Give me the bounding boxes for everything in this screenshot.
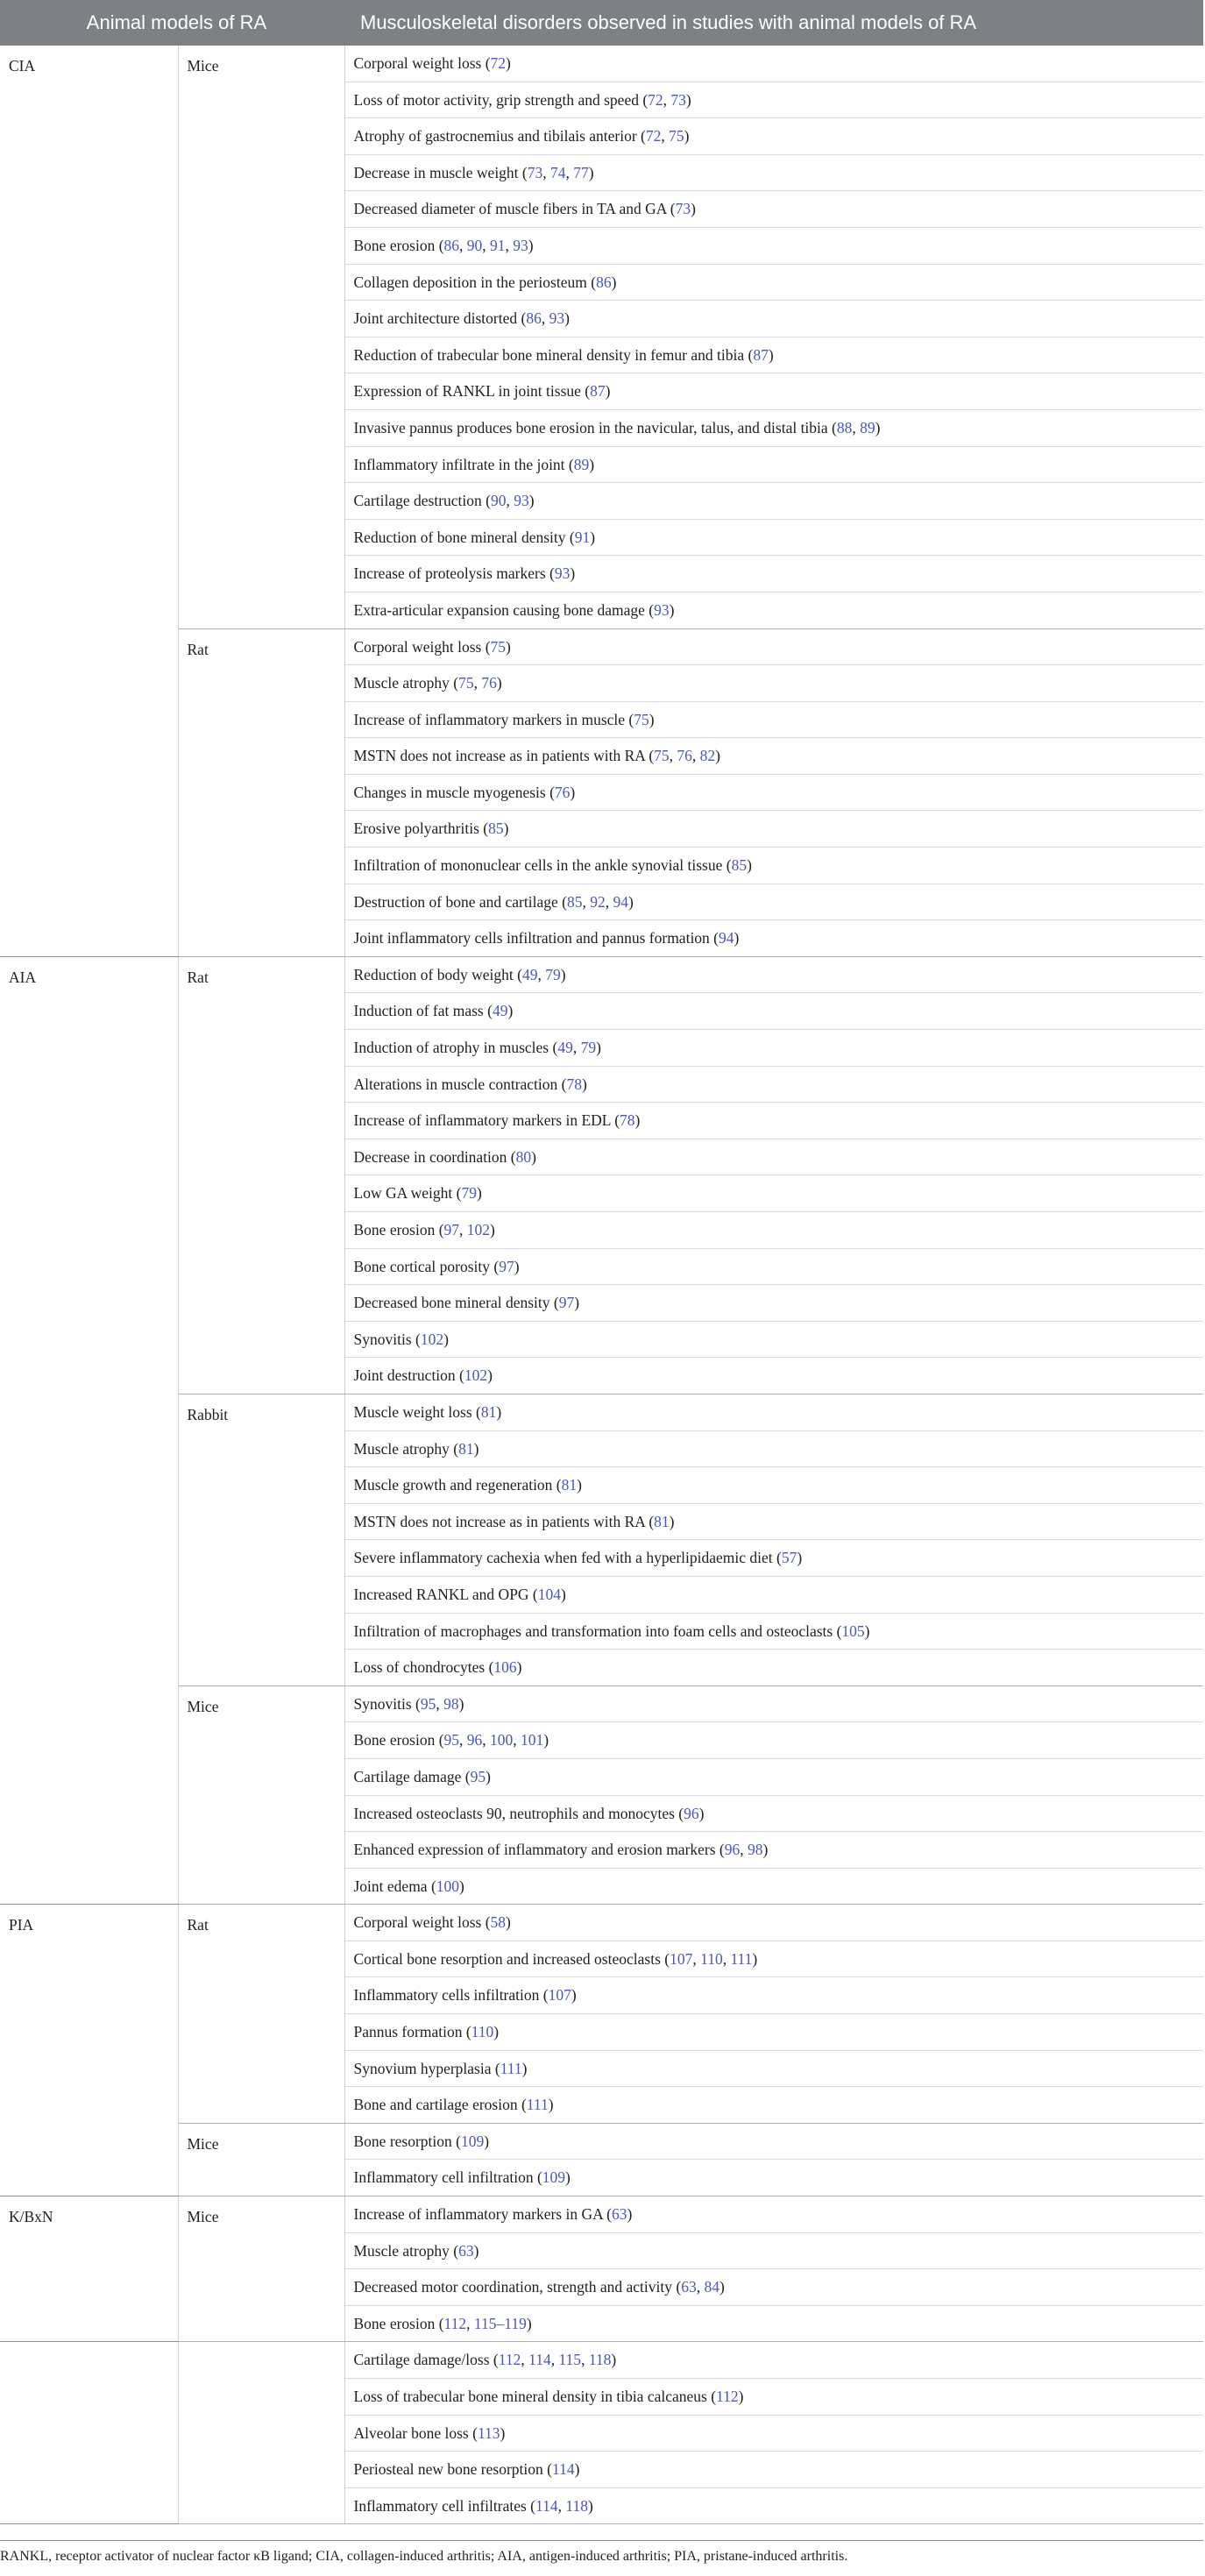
table-row — [0, 46, 1203, 82]
reference-link[interactable]: 102 — [464, 1366, 488, 1385]
reference-link[interactable]: 109 — [460, 2132, 485, 2150]
disorder-cell: Synovitis (102) — [344, 1321, 1203, 1358]
disorder-cell: Synovitis (95, 98) — [344, 1685, 1203, 1722]
reference-link[interactable]: 91 — [574, 528, 591, 546]
reference-link[interactable]: 75 — [458, 674, 474, 692]
table-row — [0, 1905, 1203, 1941]
species-cell: Rabbit — [178, 1394, 344, 1685]
species-cell: Mice — [178, 2123, 344, 2196]
disorder-cell: Enhanced expression of inflammatory and erosion markers (96, 98) — [344, 1832, 1203, 1869]
disorder-cell: Collagen deposition in the periosteum (86) — [344, 264, 1203, 301]
table-footnote: RANKL, receptor activator of nuclear factor κB ligand; CIA, collagen-induced arthritis; AIA, antigen-induced arthritis; PIA, pristane-induced arthritis. — [0, 2549, 848, 2564]
reference-link[interactable]: 86 — [526, 309, 542, 328]
reference-link[interactable]: 85 — [731, 856, 748, 875]
reference-link[interactable]: 87 — [753, 345, 769, 364]
species-cell: Mice — [178, 46, 344, 628]
disorder-cell: Reduction of body weight (49, 79) — [344, 956, 1203, 993]
disorder-cell: Increase of inflammatory markers in GA (63) — [344, 2196, 1203, 2233]
disorder-cell: Bone and cartilage erosion (111) — [344, 2087, 1203, 2124]
disorder-cell: Decrease in muscle weight (73, 74, 77) — [344, 154, 1203, 191]
disorder-cell: Bone resorption (109) — [344, 2123, 1203, 2160]
reference-link[interactable]: 75 — [654, 747, 670, 765]
disorder-cell: Decreased diameter of muscle fibers in TA and GA (73) — [344, 191, 1203, 228]
header-disorders: Musculoskeletal disorders observed in studies with animal models of RA — [344, 0, 1203, 46]
reference-link[interactable]: 90 — [490, 492, 507, 510]
reference-link[interactable]: 58 — [490, 1913, 507, 1932]
disorder-cell: Inflammatory cell infiltrates (114, 118) — [344, 2487, 1203, 2524]
reference-link[interactable]: 79 — [461, 1184, 477, 1203]
reference-link[interactable]: 76 — [554, 783, 571, 801]
model-cell: CIA — [0, 46, 178, 956]
table-row — [0, 1685, 1203, 1722]
reference-link[interactable]: 102 — [466, 1221, 491, 1238]
reference-link[interactable]: 112 — [716, 2388, 739, 2405]
reference-link[interactable]: 105 — [841, 1622, 865, 1640]
reference-link[interactable]: 76 — [481, 674, 497, 692]
reference-link[interactable]: 93 — [514, 492, 529, 510]
disorder-cell: Bone cortical porosity (97) — [344, 1248, 1203, 1285]
reference-link[interactable]: 110 — [471, 2023, 494, 2041]
disorder-cell: Reduction of bone mineral density (91) — [344, 519, 1203, 556]
reference-link[interactable]: 97 — [558, 1294, 575, 1312]
reference-link[interactable]: 97 — [443, 1221, 460, 1238]
reference-link[interactable]: 81 — [654, 1512, 670, 1530]
disorder-cell: Joint destruction (102) — [344, 1358, 1203, 1394]
table-row — [0, 2196, 1203, 2233]
disorder-cell: Infiltration of mononuclear cells in the ankle synovial tissue (85) — [344, 848, 1203, 884]
reference-link[interactable]: 73 — [527, 163, 543, 181]
disorder-cell: Erosive polyarthritis (85) — [344, 811, 1203, 848]
reference-link[interactable]: 107 — [548, 1986, 571, 2005]
model-cell: PIA — [0, 1905, 178, 2196]
reference-link[interactable]: 73 — [670, 90, 686, 109]
disorder-cell: MSTN does not increase as in patients with RA (75, 76, 82) — [344, 738, 1203, 775]
disorder-cell: Decreased motor coordination, strength and activity (63, 84) — [344, 2269, 1203, 2306]
reference-link[interactable]: 90 — [466, 236, 483, 254]
disorder-cell: Muscle atrophy (81) — [344, 1430, 1203, 1467]
disorder-cell: Loss of motor activity, grip strength and speed (72, 73) — [344, 82, 1203, 118]
reference-link[interactable]: 86 — [596, 273, 612, 291]
table-body — [0, 46, 1203, 2524]
disorder-cell: Periosteal new bone resorption (114) — [344, 2452, 1203, 2488]
species-cell: Rat — [178, 1905, 344, 2124]
reference-link[interactable]: 98 — [443, 1694, 459, 1713]
disorder-cell: Muscle growth and regeneration (81) — [344, 1467, 1203, 1504]
disorder-cell: Corporal weight loss (58) — [344, 1905, 1203, 1941]
disorder-cell: Atrophy of gastrocnemius and tibilais anterior (72, 75) — [344, 118, 1203, 155]
disorder-cell: Bone erosion (95, 96, 100, 101) — [344, 1722, 1203, 1759]
reference-link[interactable]: 63 — [611, 2205, 627, 2224]
disorder-cell: Severe inflammatory cachexia when fed with a hyperlipidaemic diet (57) — [344, 1540, 1203, 1577]
reference-link[interactable]: 89 — [573, 455, 590, 473]
disorder-cell: Loss of chondrocytes (106) — [344, 1650, 1203, 1686]
reference-link[interactable]: 107 — [670, 1949, 693, 1968]
reference-link[interactable]: 115 — [558, 2351, 582, 2369]
reference-link[interactable]: 77 — [573, 163, 589, 181]
disorder-cell: MSTN does not increase as in patients with RA (81) — [344, 1503, 1203, 1540]
disorder-cell: Increase of proteolysis markers (93) — [344, 556, 1203, 593]
disorder-cell: Destruction of bone and cartilage (85, 92, 94) — [344, 884, 1203, 920]
table-row — [0, 956, 1203, 993]
model-cell: AIA — [0, 956, 178, 1904]
table-header-row — [0, 0, 1203, 46]
reference-link[interactable]: 49 — [492, 1002, 508, 1020]
disorder-cell: Alterations in muscle contraction (78) — [344, 1066, 1203, 1103]
reference-link[interactable]: 111 — [526, 2096, 549, 2114]
disorder-cell: Cartilage destruction (90, 93) — [344, 483, 1203, 520]
disorder-cell: Joint inflammatory cells infiltration and pannus formation (94) — [344, 920, 1203, 957]
disorder-cell: Bone erosion (112, 115–119) — [344, 2305, 1203, 2342]
disorder-cell: Corporal weight loss (75) — [344, 628, 1203, 665]
reference-link[interactable]: 100 — [436, 1877, 460, 1895]
reference-link[interactable]: 114 — [535, 2496, 558, 2515]
table-row — [0, 628, 1203, 665]
reference-link[interactable]: 72 — [490, 54, 507, 72]
reference-link[interactable]: 96 — [466, 1731, 483, 1749]
reference-link[interactable]: 76 — [677, 747, 692, 765]
disorder-cell: Synovium hyperplasia (111) — [344, 2050, 1203, 2087]
disorder-cell: Infiltration of macrophages and transformation into foam cells and osteoclasts (105) — [344, 1613, 1203, 1650]
reference-link[interactable]: 85 — [488, 820, 504, 838]
disorder-cell: Pannus formation (110) — [344, 2014, 1203, 2051]
reference-link[interactable]: 78 — [566, 1075, 582, 1093]
reference-link[interactable]: 57 — [781, 1549, 797, 1567]
header-animal-models: Animal models of RA — [0, 0, 344, 46]
reference-link[interactable]: 63 — [681, 2278, 697, 2296]
reference-link[interactable]: 98 — [748, 1841, 763, 1859]
reference-link[interactable]: 75 — [669, 127, 684, 145]
table-bottom-rule — [0, 2540, 1203, 2541]
disorder-cell: Loss of trabecular bone mineral density in tibia calcaneus (112) — [344, 2379, 1203, 2416]
disorder-cell: Inflammatory cell infiltration (109) — [344, 2160, 1203, 2196]
disorder-cell: Changes in muscle myogenesis (76) — [344, 774, 1203, 811]
reference-link[interactable]: 94 — [719, 929, 734, 947]
reference-link[interactable]: 63 — [458, 2241, 474, 2260]
reference-link[interactable]: 79 — [545, 965, 561, 983]
reference-link[interactable]: 114 — [551, 2460, 575, 2479]
reference-link[interactable]: 85 — [566, 892, 583, 911]
disorder-cell: Increased RANKL and OPG (104) — [344, 1576, 1203, 1613]
reference-link[interactable]: 96 — [724, 1841, 741, 1859]
species-cell: Rat — [178, 956, 344, 1394]
reference-link[interactable]: 106 — [493, 1658, 517, 1677]
reference-link[interactable]: 93 — [549, 309, 565, 328]
reference-link[interactable]: 118 — [588, 2351, 612, 2369]
reference-link[interactable]: 112 — [443, 2314, 467, 2332]
reference-link[interactable]: 111 — [500, 2059, 522, 2077]
species-cell: Mice — [178, 1685, 344, 1905]
species-cell: Mice — [178, 2196, 344, 2342]
reference-link[interactable]: 91 — [490, 236, 506, 254]
reference-link[interactable]: 75 — [490, 637, 507, 656]
reference-link[interactable]: 113 — [477, 2423, 500, 2442]
disorder-cell: Expression of RANKL in joint tissue (87) — [344, 373, 1203, 410]
reference-link[interactable]: 72 — [648, 90, 663, 109]
reference-link[interactable]: 114 — [528, 2351, 551, 2369]
reference-link[interactable]: 109 — [542, 2168, 566, 2187]
model-cell — [0, 2342, 178, 2524]
reference-link[interactable]: 84 — [704, 2278, 719, 2296]
reference-link[interactable]: 95 — [443, 1731, 460, 1749]
disorder-cell: Bone erosion (86, 90, 91, 93) — [344, 227, 1203, 264]
reference-link[interactable]: 111 — [730, 1949, 753, 1968]
disorder-cell: Increase of inflammatory markers in EDL (78) — [344, 1103, 1203, 1139]
species-cell — [178, 2342, 344, 2524]
reference-link[interactable]: 115–119 — [473, 2314, 527, 2332]
reference-link[interactable]: 78 — [620, 1111, 635, 1130]
reference-link[interactable]: 49 — [521, 965, 538, 983]
disorder-cell: Alveolar bone loss (113) — [344, 2415, 1203, 2452]
reference-link[interactable]: 118 — [565, 2496, 588, 2515]
reference-link[interactable]: 79 — [580, 1039, 597, 1057]
reference-link[interactable]: 93 — [654, 600, 670, 619]
disorder-cell: Induction of atrophy in muscles (49, 79) — [344, 1030, 1203, 1067]
species-cell: Rat — [178, 628, 344, 956]
disorder-cell: Muscle atrophy (75, 76) — [344, 665, 1203, 702]
disorder-cell: Cortical bone resorption and increased osteoclasts (107, 110, 111) — [344, 1941, 1203, 1977]
table-row — [0, 1394, 1203, 1430]
reference-link[interactable]: 86 — [443, 236, 460, 254]
reference-link[interactable]: 100 — [490, 1731, 514, 1749]
reference-link[interactable]: 49 — [557, 1039, 573, 1057]
disorder-cell: Low GA weight (79) — [344, 1175, 1203, 1212]
disorder-cell: Decreased bone mineral density (97) — [344, 1285, 1203, 1322]
disorder-cell: Cartilage damage (95) — [344, 1758, 1203, 1795]
model-cell: K/BxN — [0, 2196, 178, 2342]
reference-link[interactable]: 95 — [470, 1767, 486, 1785]
reference-link[interactable]: 110 — [700, 1949, 723, 1968]
disorder-cell: Decrease in coordination (80) — [344, 1139, 1203, 1175]
reference-link[interactable]: 96 — [684, 1804, 699, 1822]
reference-link[interactable]: 92 — [590, 892, 606, 911]
table-row — [0, 2342, 1203, 2379]
reference-link[interactable]: 81 — [480, 1402, 497, 1421]
disorder-cell: Bone erosion (97, 102) — [344, 1212, 1203, 1249]
disorder-cell: Induction of fat mass (49) — [344, 993, 1203, 1030]
disorder-cell: Muscle weight loss (81) — [344, 1394, 1203, 1430]
disorder-cell: Joint edema (100) — [344, 1868, 1203, 1905]
reference-link[interactable]: 101 — [521, 1731, 544, 1749]
disorder-cell: Inflammatory cells infiltration (107) — [344, 1977, 1203, 2014]
reference-link[interactable]: 112 — [498, 2351, 521, 2369]
disorder-cell: Reduction of trabecular bone mineral density in femur and tibia (87) — [344, 337, 1203, 373]
reference-link[interactable]: 72 — [645, 127, 662, 145]
reference-link[interactable]: 89 — [860, 418, 875, 436]
disorder-cell: Corporal weight loss (72) — [344, 46, 1203, 82]
disorder-cell: Inflammatory infiltrate in the joint (89) — [344, 446, 1203, 483]
table-row — [0, 2123, 1203, 2160]
reference-link[interactable]: 74 — [550, 163, 566, 181]
reference-link[interactable]: 82 — [699, 747, 716, 765]
disorder-cell: Invasive pannus produces bone erosion in the navicular, talus, and distal tibia (88, 89) — [344, 409, 1203, 446]
reference-link[interactable]: 95 — [420, 1694, 436, 1713]
reference-link[interactable]: 80 — [515, 1147, 532, 1166]
reference-link[interactable]: 93 — [554, 564, 571, 583]
reference-link[interactable]: 102 — [420, 1330, 444, 1348]
disorder-cell: Increased osteoclasts 90, neutrophils and monocytes (96) — [344, 1795, 1203, 1832]
disorder-cell: Increase of inflammatory markers in muscle (75) — [344, 701, 1203, 738]
reference-link[interactable]: 94 — [613, 892, 628, 911]
reference-link[interactable]: 97 — [499, 1257, 514, 1275]
reference-link[interactable]: 93 — [513, 236, 528, 254]
disorder-cell: Joint architecture distorted (86, 93) — [344, 301, 1203, 337]
reference-link[interactable]: 81 — [561, 1476, 578, 1494]
disorder-cell: Extra-articular expansion causing bone damage (93) — [344, 592, 1203, 628]
reference-link[interactable]: 87 — [590, 382, 606, 401]
reference-link[interactable]: 81 — [458, 1439, 474, 1458]
disorder-cell: Cartilage damage/loss (112, 114, 115, 118) — [344, 2342, 1203, 2379]
reference-link[interactable]: 75 — [634, 710, 649, 728]
disorder-cell: Muscle atrophy (63) — [344, 2232, 1203, 2269]
reference-link[interactable]: 88 — [836, 418, 853, 436]
reference-link[interactable]: 73 — [675, 200, 691, 218]
reference-link[interactable]: 104 — [537, 1585, 562, 1603]
